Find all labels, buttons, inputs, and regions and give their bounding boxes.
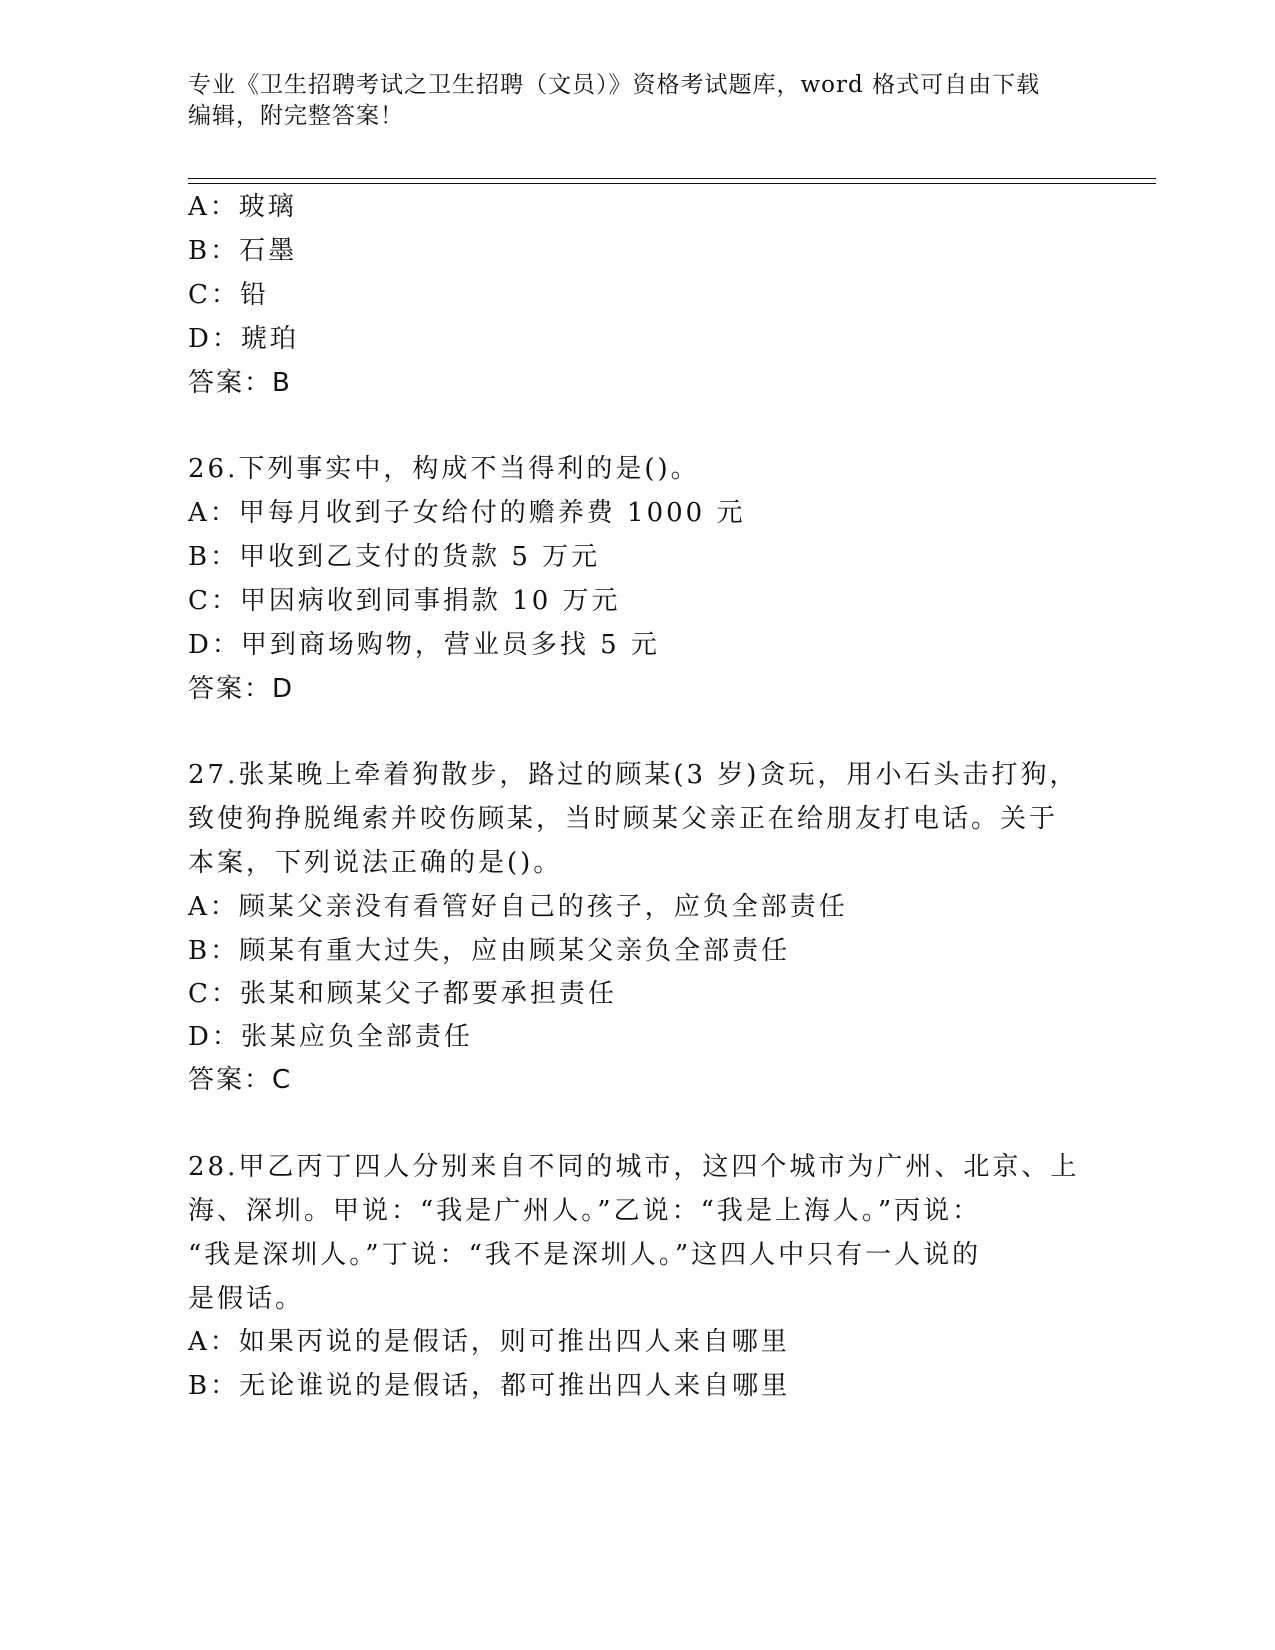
q28-question-line-1: 28.甲乙丙丁四人分别来自不同的城市，这四个城市为广州、北京、上	[188, 1152, 1080, 1182]
q27-question-line-2: 致使狗挣脱绳索并咬伤顾某，当时顾某父亲正在给朋友打电话。关于	[188, 804, 1059, 834]
q27-option-d: D：张某应负全部责任	[188, 1022, 473, 1052]
q26-option-d: D：甲到商场购物，营业员多找 5 元	[188, 630, 660, 660]
q26-option-a: A：甲每月收到子女给付的赡养费 1000 元	[188, 498, 746, 528]
q26-answer: 答案：D	[188, 674, 295, 704]
q26-option-b: B：甲收到乙支付的货款 5 万元	[188, 542, 601, 572]
header-divider-bottom	[188, 183, 1156, 184]
q27-question-line-1: 27.张某晚上牵着狗散步，路过的顾某(3 岁)贪玩，用小石头击打狗，	[188, 760, 1079, 790]
header-divider-top	[188, 178, 1156, 179]
q26-question: 26.下列事实中，构成不当得利的是()。	[188, 454, 700, 484]
q25-answer: 答案：B	[188, 368, 292, 398]
q28-question-line-4: 是假话。	[188, 1284, 305, 1314]
q25-option-b: B：石墨	[188, 236, 298, 266]
q28-question-line-3: “我是深圳人。”丁说：“我不是深圳人。”这四人中只有一人说的	[188, 1240, 982, 1270]
q25-option-c: C：铅	[188, 280, 269, 310]
q25-option-d: D：琥珀	[188, 324, 299, 354]
q27-option-b: B：顾某有重大过失，应由顾某父亲负全部责任	[188, 936, 791, 966]
header-line-2: 编辑，附完整答案！	[188, 103, 404, 129]
q26-option-c: C：甲因病收到同事捐款 10 万元	[188, 586, 621, 616]
q25-option-a: A：玻璃	[188, 192, 297, 222]
q27-question-line-3: 本案，下列说法正确的是()。	[188, 848, 563, 878]
document-header	[188, 70, 1088, 132]
header-line-1: 专业《卫生招聘考试之卫生招聘（文员）》资格考试题库，word 格式可自由下载	[188, 72, 1041, 98]
q28-option-b: B：无论谁说的是假话，都可推出四人来自哪里	[188, 1371, 791, 1401]
q27-answer: 答案：C	[188, 1065, 293, 1095]
q27-option-c: C：张某和顾某父子都要承担责任	[188, 979, 617, 1009]
q28-question-line-2: 海、深圳。甲说：“我是广州人。”乙说：“我是上海人。”丙说：	[188, 1196, 982, 1226]
q28-option-a: A：如果丙说的是假话，则可推出四人来自哪里	[188, 1327, 790, 1357]
q27-option-a: A：顾某父亲没有看管好自己的孩子，应负全部责任	[188, 892, 848, 922]
